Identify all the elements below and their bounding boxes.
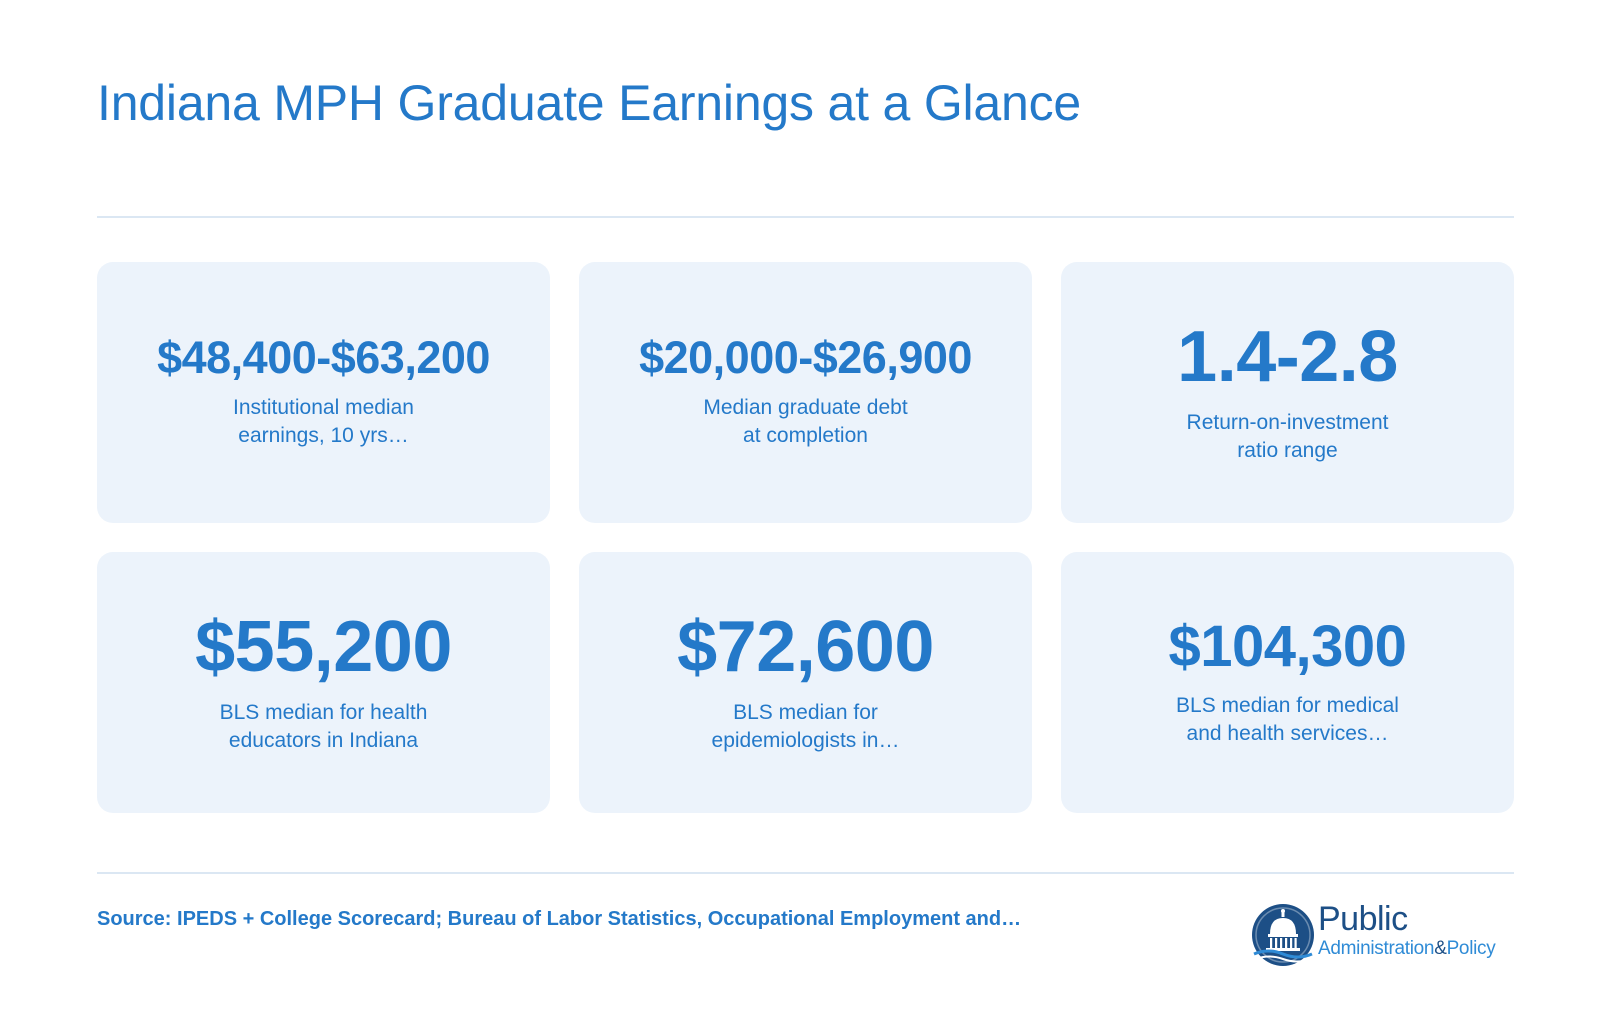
stat-label <box>194 394 454 450</box>
logo-word-public: Public <box>1318 900 1408 938</box>
page-title: Indiana MPH Graduate Earnings at a Glance <box>97 75 1082 131</box>
stat-label-line: Institutional median <box>233 396 414 419</box>
logo-word-administration-policy <box>1318 938 1495 960</box>
stat-label-line: educators in Indiana <box>228 728 419 752</box>
stat-value: $55,200 <box>195 606 452 687</box>
stat-label-line: epidemiologists in… <box>711 728 900 752</box>
stat-label-line: earnings, 10 yrs… <box>238 424 409 447</box>
stat-label-line: BLS median for <box>733 700 878 724</box>
stats-grid <box>97 262 1514 813</box>
brand-logo <box>1250 900 1520 970</box>
stat-label <box>676 699 936 755</box>
stat-label-line: and health services… <box>1186 721 1389 745</box>
stat-label <box>194 699 454 755</box>
stat-value: 1.4-2.8 <box>1177 316 1398 397</box>
stat-label <box>1158 692 1418 748</box>
stat-label-line: ratio range <box>1237 438 1338 462</box>
top-divider <box>97 216 1514 218</box>
source-note: Source: IPEDS + College Scorecard; Bureau of Labor Statistics, Occupational Employment and… <box>97 908 1022 930</box>
stat-value: $104,300 <box>1168 613 1407 679</box>
stat-label <box>676 394 936 450</box>
stat-value: $48,400-$63,200 <box>157 332 490 383</box>
bottom-divider <box>97 872 1514 874</box>
stat-value: $72,600 <box>677 606 934 687</box>
stat-card-epidemiologists <box>579 552 1032 813</box>
stat-card-roi-ratio <box>1061 262 1514 523</box>
stat-card-health-services-managers <box>1061 552 1514 813</box>
stat-label-line: at completion <box>743 424 868 447</box>
stat-card-graduate-debt <box>579 262 1032 523</box>
stat-label-line: BLS median for health <box>219 700 428 724</box>
stat-label <box>1158 409 1418 465</box>
stat-card-health-educators <box>97 552 550 813</box>
stat-label-line: Median graduate debt <box>703 396 908 419</box>
stat-label-line: BLS median for medical <box>1176 693 1399 717</box>
logo-word-administration: Administration <box>1318 938 1435 959</box>
stat-label-line: Return-on-investment <box>1186 410 1389 434</box>
stat-card-institutional-earnings <box>97 262 550 523</box>
logo-word-policy: Policy <box>1446 938 1496 959</box>
logo-ampersand: & <box>1434 938 1447 959</box>
stat-value: $20,000-$26,900 <box>639 332 972 383</box>
capitol-dome-icon <box>1250 902 1316 968</box>
